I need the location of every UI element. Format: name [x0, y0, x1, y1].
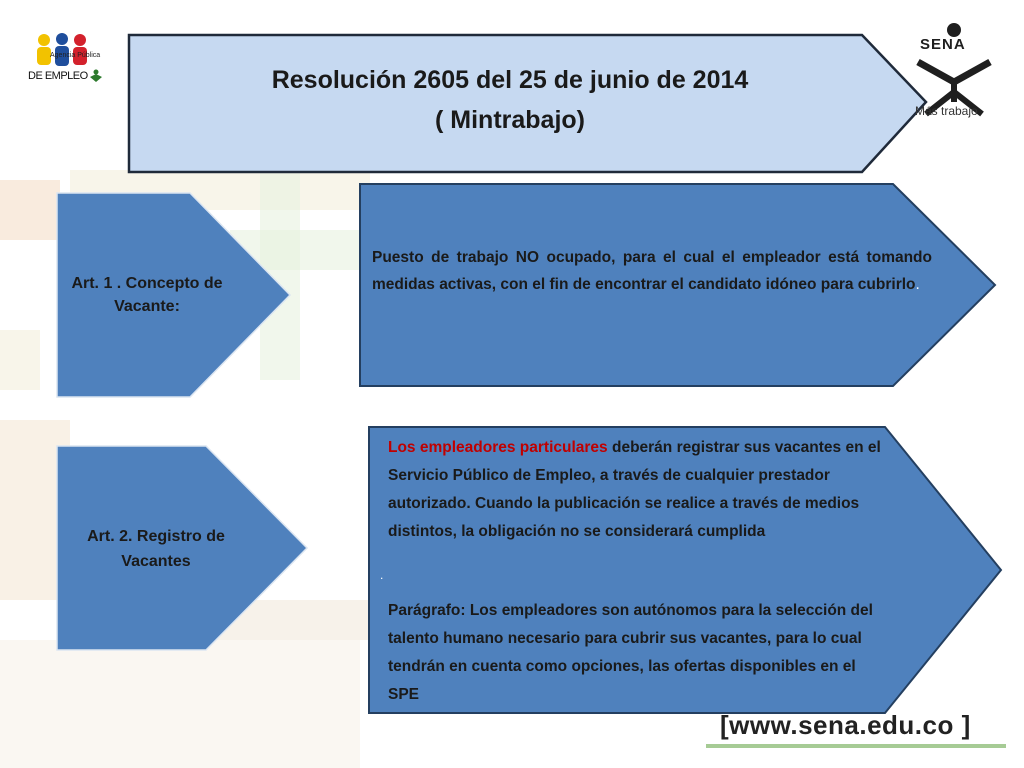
art2-paragraph: Parágrafo: Los empleadores son autónomos para la selección del talento humano necesario para cubrir sus vacantes, para lo cual tendrán en cuenta como opciones, las ofertas disponibles en el SPE — [388, 602, 873, 703]
sena-wordmark: SENA — [920, 36, 966, 53]
agencia-publica-label: Agencia Pública — [50, 52, 101, 59]
art2-registration-text — [388, 434, 888, 546]
page-subtitle: ( Mintrabajo) — [435, 106, 585, 134]
art1-definition-text: Puesto de trabajo NO ocupado, para el cual el empleador está tomando medidas activas, con el fin de encontrar el candidato idóneo para cubrirlo — [372, 249, 932, 293]
art1-definition-period: . — [915, 276, 920, 293]
art1-definition — [372, 244, 932, 298]
separator-dot: . — [380, 568, 384, 582]
art2-label: Art. 2. Registro de Vacantes — [87, 528, 225, 570]
sena-slogan: Más trabajo — [915, 104, 978, 118]
art1-label: Art. 1 . Concepto de Vacante: — [71, 275, 223, 315]
de-empleo-label: DE EMPLEO — [28, 70, 88, 82]
page-title: Resolución 2605 del 25 de junio de 2014 — [271, 66, 749, 94]
registration-body: deberán registrar sus vacantes en el Servicio Público de Empleo, a través de cualquier prestador autorizado. Cuando la publicación se realice a través de medios distintos, la obligación no se considerará cumplida — [388, 439, 881, 540]
website-link[interactable]: [www.sena.edu.co ] — [720, 710, 971, 740]
highlight-employers: Los empleadores particulares — [388, 439, 608, 456]
